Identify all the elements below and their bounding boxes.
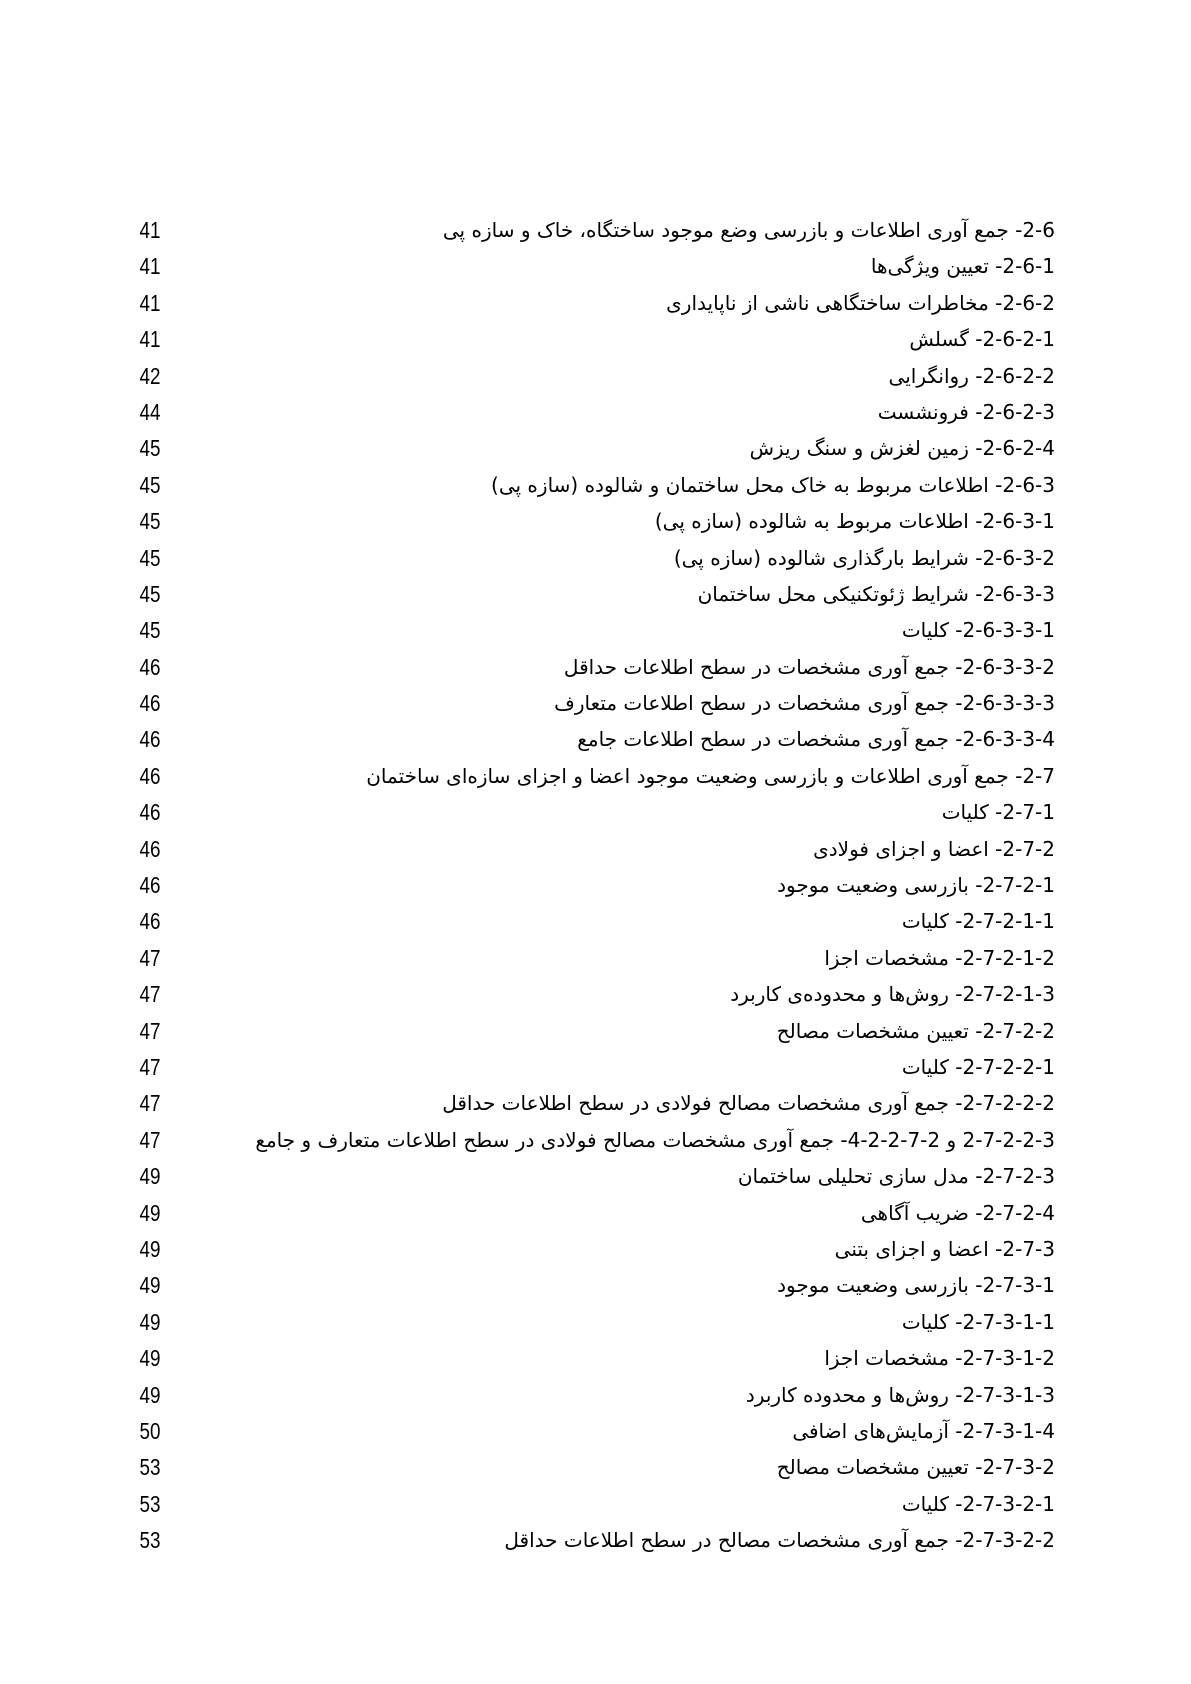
toc-entry-page-number: 41 [139,253,161,280]
toc-entry-page-number: 46 [139,726,161,753]
toc-entry-title: 2-6-2-3- فرونشست [877,399,1055,424]
toc-entry-title: 2-7-3-2-1- کلیات [901,1491,1055,1516]
toc-entry-page-number: 47 [139,944,161,971]
toc-entry[interactable] [0,430,1191,466]
toc-entry-title: 2-6-3- اطلاعات مربوط به خاک محل ساختمان و شالوده (سازه پی) [491,472,1055,497]
toc-entry-page-number: 42 [139,362,161,389]
toc-entry-page-number: 46 [139,872,161,899]
toc-entry-page-number: 53 [139,1527,161,1554]
toc-entry[interactable] [0,285,1191,321]
toc-entry[interactable] [0,321,1191,357]
toc-entry[interactable] [0,1231,1191,1267]
toc-entry-title: 2-7-1- کلیات [941,800,1055,825]
table-of-contents [0,212,1191,1558]
toc-entry-title: 2-6-2-2- روانگرایی [888,363,1055,388]
toc-entry-page-number: 47 [139,1017,161,1044]
toc-entry-title: 2-7-2- اعضا و اجزای فولادی [813,836,1055,861]
toc-entry-title: 2-6-2-4- زمین لغزش و سنگ ریزش [749,436,1055,461]
toc-entry[interactable] [0,1267,1191,1303]
toc-entry-title: 2-7-2-3- مدل سازی تحلیلی ساختمان [737,1164,1055,1189]
toc-entry-title: 2-7-2-2-1- کلیات [901,1054,1055,1079]
toc-entry-title: 2-7- جمع آوری اطلاعات و بازرسی وضعیت موجود اعضا و اجزای سازه‌ای ساختمان [366,763,1055,788]
toc-entry[interactable] [0,940,1191,976]
toc-entry[interactable] [0,721,1191,757]
toc-entry[interactable] [0,1049,1191,1085]
toc-entry[interactable] [0,1449,1191,1485]
toc-entry-page-number: 49 [139,1381,161,1408]
toc-entry-page-number: 46 [139,908,161,935]
toc-entry[interactable] [0,1377,1191,1413]
toc-entry-title: 2-6-2-1- گسلش [909,327,1055,352]
toc-entry[interactable] [0,831,1191,867]
toc-entry-page-number: 46 [139,653,161,680]
toc-entry-title: 2-7-3-1- بازرسی وضعیت موجود [777,1273,1055,1298]
toc-entry[interactable] [0,1340,1191,1376]
toc-entry-page-number: 46 [139,835,161,862]
toc-entry[interactable] [0,1304,1191,1340]
toc-entry-title: 2-7-3-1-3- روش‌ها و محدوده کاربرد [745,1382,1055,1407]
toc-entry[interactable] [0,612,1191,648]
toc-entry[interactable] [0,1522,1191,1558]
toc-entry-title: 2-7-2-1-2- مشخصات اجزا [824,945,1055,970]
toc-entry-title: 2-6-3-3-2- جمع آوری مشخصات در سطح اطلاعات حداقل [563,654,1055,679]
toc-entry[interactable] [0,867,1191,903]
toc-entry[interactable] [0,1158,1191,1194]
toc-entry-page-number: 49 [139,1345,161,1372]
toc-entry[interactable] [0,903,1191,939]
toc-entry[interactable] [0,1122,1191,1158]
toc-entry-page-number: 46 [139,690,161,717]
toc-entry[interactable] [0,394,1191,430]
toc-entry-page-number: 45 [139,580,161,607]
toc-entry-page-number: 49 [139,1272,161,1299]
toc-entry-title: 2-6-3-3- شرایط ژئوتکنیکی محل ساختمان [697,581,1055,606]
toc-entry-title: 2-6-3-3-3- جمع آوری مشخصات در سطح اطلاعات متعارف [554,691,1055,716]
toc-entry[interactable] [0,685,1191,721]
toc-entry-title: 2-7-3-1-4- آزمایش‌های اضافی [792,1418,1055,1443]
toc-entry-title: 2-7-3-1-2- مشخصات اجزا [824,1346,1055,1371]
toc-entry-page-number: 45 [139,435,161,462]
toc-entry[interactable] [0,212,1191,248]
toc-entry-page-number: 41 [139,289,161,316]
toc-entry[interactable] [0,503,1191,539]
toc-entry-title: 2-6-3-2- شرایط بارگذاری شالوده (سازه پی) [673,545,1055,570]
toc-entry[interactable] [0,1085,1191,1121]
toc-entry-page-number: 47 [139,981,161,1008]
toc-entry-page-number: 45 [139,508,161,535]
toc-entry-page-number: 44 [139,398,161,425]
toc-entry-page-number: 49 [139,1163,161,1190]
toc-entry-title: 2-6-2- مخاطرات ساختگاهی ناشی از ناپایداری [666,290,1055,315]
toc-entry-title: 2-7-3- اعضا و اجزای بتنی [834,1236,1055,1261]
toc-entry[interactable] [0,540,1191,576]
toc-entry[interactable] [0,1195,1191,1231]
toc-entry-title: 2-6-3-3-4- جمع آوری مشخصات در سطح اطلاعات جامع [577,727,1055,752]
toc-entry-title: 2-7-2-2-3 و 2-7-2-2-4- جمع آوری مشخصات مصالح فولادی در سطح اطلاعات متعارف و جامع [255,1127,1055,1152]
toc-entry[interactable] [0,358,1191,394]
toc-entry[interactable] [0,1486,1191,1522]
toc-entry-title: 2-7-2-1- بازرسی وضعیت موجود [777,873,1055,898]
toc-entry-page-number: 50 [139,1417,161,1444]
toc-entry-page-number: 45 [139,471,161,498]
toc-entry-title: 2-7-3-1-1- کلیات [901,1309,1055,1334]
toc-entry-title: 2-6-3-3-1- کلیات [901,618,1055,643]
toc-entry-title: 2-7-2-2- تعیین مشخصات مصالح [776,1018,1055,1043]
toc-entry-page-number: 47 [139,1053,161,1080]
toc-entry-title: 2-7-2-1-1- کلیات [901,909,1055,934]
toc-entry-page-number: 49 [139,1235,161,1262]
toc-entry[interactable] [0,758,1191,794]
toc-entry-title: 2-6-1- تعیین ویژگی‌ها [870,254,1055,279]
toc-entry[interactable] [0,1013,1191,1049]
toc-entry-page-number: 53 [139,1490,161,1517]
toc-entry-title: 2-7-3-2- تعیین مشخصات مصالح [776,1455,1055,1480]
toc-entry[interactable] [0,976,1191,1012]
toc-entry-title: 2-6-3-1- اطلاعات مربوط به شالوده (سازه پی) [654,509,1055,534]
toc-entry[interactable] [0,1413,1191,1449]
toc-entry-page-number: 53 [139,1454,161,1481]
toc-entry[interactable] [0,649,1191,685]
toc-entry-page-number: 47 [139,1126,161,1153]
toc-entry-page-number: 49 [139,1308,161,1335]
toc-entry-page-number: 45 [139,544,161,571]
toc-entry-page-number: 46 [139,799,161,826]
toc-entry[interactable] [0,794,1191,830]
toc-entry-title: 2-7-2-2-2- جمع آوری مشخصات مصالح فولادی در سطح اطلاعات حداقل [442,1091,1055,1116]
toc-entry-page-number: 45 [139,617,161,644]
toc-entry-title: 2-7-2-4- ضریب آگاهی [860,1200,1055,1225]
toc-entry-page-number: 47 [139,1090,161,1117]
toc-entry-page-number: 41 [139,217,161,243]
toc-entry[interactable] [0,248,1191,284]
toc-entry[interactable] [0,467,1191,503]
toc-entry[interactable] [0,576,1191,612]
toc-entry-page-number: 49 [139,1199,161,1226]
toc-entry-title: 2-6- جمع آوری اطلاعات و بازرسی وضع موجود ساختگاه، خاک و سازه پی [442,218,1055,242]
toc-entry-page-number: 41 [139,326,161,353]
toc-entry-title: 2-7-3-2-2- جمع آوری مشخصات مصالح در سطح اطلاعات حداقل [504,1528,1055,1553]
toc-entry-page-number: 46 [139,762,161,789]
toc-entry-title: 2-7-2-1-3- روش‌ها و محدوده‌ی کاربرد [730,982,1055,1007]
